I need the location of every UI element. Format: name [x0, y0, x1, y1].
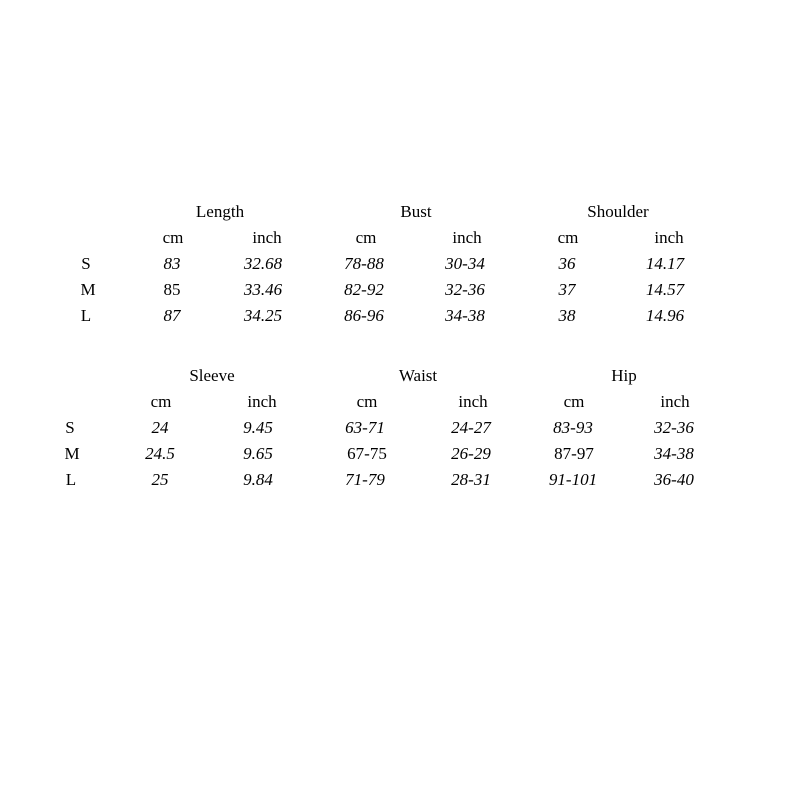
table-cell: 24 — [151, 418, 169, 437]
table-cell: 28-31 — [451, 470, 491, 489]
subheader-cm: cm — [356, 392, 378, 411]
table-cell: 9.84 — [243, 470, 273, 489]
size-label: L — [65, 470, 77, 489]
table-cell: 34-38 — [654, 444, 694, 463]
subheader-inch: inch — [654, 228, 684, 247]
table-cell: 25 — [151, 470, 169, 489]
table-cell: 24.5 — [145, 444, 175, 463]
table-cell: 85 — [163, 280, 181, 299]
table-cell: 38 — [558, 306, 576, 325]
subheader-cm: cm — [355, 228, 377, 247]
header-length: Length — [195, 202, 245, 221]
table-cell: 83 — [163, 254, 181, 273]
header-bust: Bust — [400, 202, 432, 221]
header-shoulder: Shoulder — [587, 202, 649, 221]
subheader-cm: cm — [150, 392, 172, 411]
subheader-inch: inch — [458, 392, 488, 411]
subheader-inch: inch — [452, 228, 482, 247]
table-cell: 34.25 — [243, 306, 283, 325]
header-hip: Hip — [611, 366, 637, 385]
table-cell: 14.96 — [645, 306, 685, 325]
table-cell: 24-27 — [451, 418, 491, 437]
table-cell: 36-40 — [654, 470, 694, 489]
table-cell: 86-96 — [344, 306, 384, 325]
table-cell: 82-92 — [344, 280, 384, 299]
table-cell: 30-34 — [445, 254, 485, 273]
subheader-cm: cm — [563, 392, 585, 411]
table-cell: 67-75 — [347, 444, 387, 463]
size-label: S — [81, 254, 91, 273]
subheader-inch: inch — [252, 228, 282, 247]
table-cell: 36 — [558, 254, 576, 273]
table-cell: 37 — [558, 280, 576, 299]
table-cell: 14.57 — [645, 280, 685, 299]
table-cell: 33.46 — [243, 280, 283, 299]
subheader-cm: cm — [557, 228, 579, 247]
table-cell: 9.65 — [243, 444, 273, 463]
size-label: M — [64, 444, 80, 463]
table-cell: 34-38 — [445, 306, 485, 325]
header-sleeve: Sleeve — [189, 366, 235, 385]
subheader-cm: cm — [162, 228, 184, 247]
table-cell: 71-79 — [345, 470, 385, 489]
table-cell: 63-71 — [345, 418, 385, 437]
table-cell: 87-97 — [554, 444, 594, 463]
table-cell: 32.68 — [243, 254, 283, 273]
header-waist: Waist — [398, 366, 438, 385]
size-label: S — [65, 418, 75, 437]
size-label: M — [80, 280, 96, 299]
table-cell: 14.17 — [645, 254, 685, 273]
subheader-inch: inch — [247, 392, 277, 411]
table-cell: 32-36 — [654, 418, 694, 437]
subheader-inch: inch — [660, 392, 690, 411]
table-cell: 78-88 — [344, 254, 384, 273]
table-cell: 87 — [163, 306, 181, 325]
table-cell: 91-101 — [548, 470, 598, 489]
table-cell: 83-93 — [553, 418, 593, 437]
table-cell: 32-36 — [445, 280, 485, 299]
size-label: L — [80, 306, 92, 325]
table-cell: 9.45 — [243, 418, 273, 437]
table-cell: 26-29 — [451, 444, 491, 463]
